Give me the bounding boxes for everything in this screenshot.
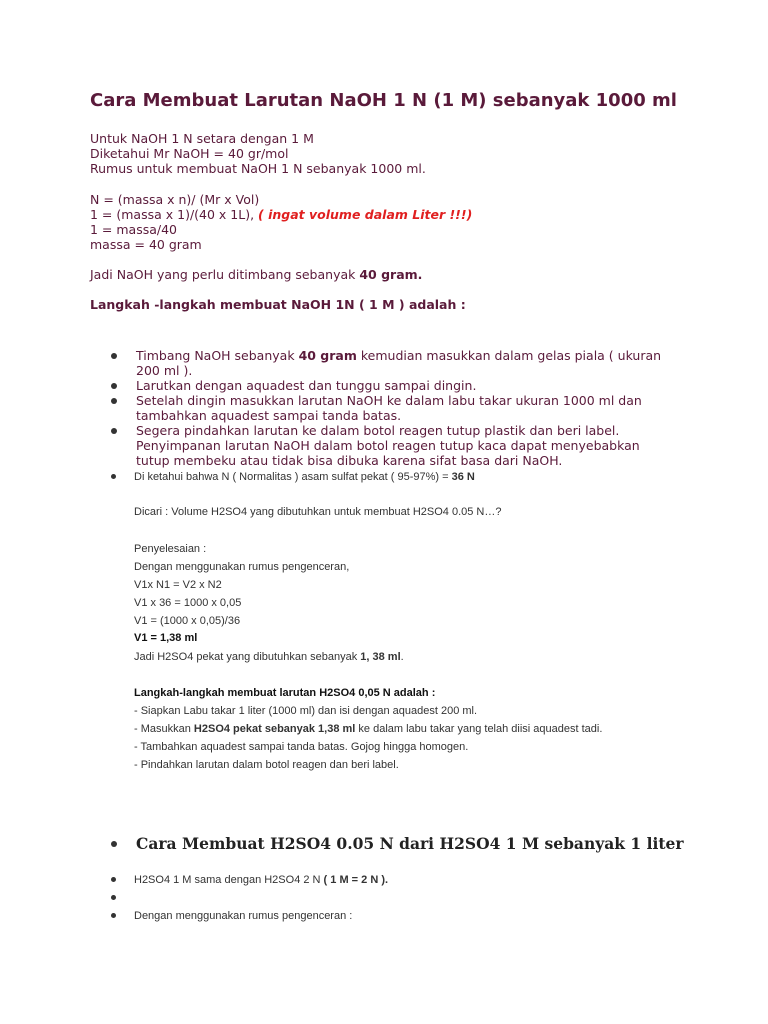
page-title: Cara Membuat Larutan NaOH 1 N (1 M) sebanyak 1000 ml xyxy=(90,90,677,111)
penyelesaian-line: Penyelesaian : xyxy=(134,543,207,555)
jadi-prefix: Jadi H2SO4 pekat yang dibutuhkan sebanyak xyxy=(134,651,358,663)
h2so4-steps-heading: Langkah-langkah membuat larutan H2SO4 0,05 N adalah : xyxy=(134,687,436,699)
h2so4-step-3: - Tambahkan aquadest sampai tanda batas. Gojog hingga homogen. xyxy=(134,741,469,753)
section-2-item-1 xyxy=(134,873,388,887)
bullet-dot xyxy=(111,474,116,479)
step-1-c: kemudian masukkan dalam gelas piala ( ukuran 200 ml ). xyxy=(136,348,662,378)
section-2-item-1-b: ( 1 M = 2 N ). xyxy=(323,874,389,886)
steps-heading: Langkah -langkah membuat NaOH 1N ( 1 M ) adalah : xyxy=(90,297,466,312)
intro-line-2: Diketahui Mr NaOH = 40 gr/mol xyxy=(90,146,289,161)
result-line xyxy=(90,267,422,282)
formula-line-1: N = (massa x n)/ (Mr x Vol) xyxy=(90,192,260,207)
section-2-item-1-a: H2SO4 1 M sama dengan H2SO4 2 N xyxy=(134,874,321,886)
jadi-value: 1, 38 ml xyxy=(360,651,401,663)
dicari-line: Dicari : Volume H2SO4 yang dibutuhkan untuk membuat H2SO4 0.05 N…? xyxy=(134,506,502,518)
jadi-line xyxy=(134,650,404,664)
step-5-b: 36 N xyxy=(451,471,475,483)
liter-reminder: ( ingat volume dalam Liter !!!) xyxy=(258,207,473,222)
h2so4-step-1: - Siapkan Labu takar 1 liter (1000 ml) dan isi dengan aquadest 200 ml. xyxy=(134,705,478,717)
result-value: 40 gram. xyxy=(359,267,423,282)
section-2-heading: Cara Membuat H2SO4 0.05 N dari H2SO4 1 M sebanyak 1 liter xyxy=(136,834,684,853)
h2so4-step-2-a: - Masukkan xyxy=(134,723,191,735)
result-prefix: Jadi NaOH yang perlu ditimbang sebanyak xyxy=(90,267,356,282)
calc-line-2: V1 x 36 = 1000 x 0,05 xyxy=(134,597,242,609)
calc-line-1: V1x N1 = V2 x N2 xyxy=(134,579,222,591)
bullet-dot xyxy=(111,353,117,359)
bullet-dot xyxy=(111,383,117,389)
jadi-period: . xyxy=(400,651,404,663)
formula-line-2 xyxy=(90,207,472,222)
rumus-line: Dengan menggunakan rumus pengenceran, xyxy=(134,561,350,573)
step-1-a: Timbang NaOH sebanyak xyxy=(136,348,295,363)
h2so4-step-2 xyxy=(134,722,602,736)
step-2: Larutkan dengan aquadest dan tunggu sampai dingin. xyxy=(136,378,477,393)
section-2-item-3: Dengan menggunakan rumus pengenceran : xyxy=(134,910,353,922)
step-4: Segera pindahkan larutan ke dalam botol reagen tutup plastik dan beri label. Penyimpanan larutan NaOH dalam botol reagen tutup kaca dapat menyebabkan tutup membeku atau tidak bisa dibuka karena sifat basa dari NaOH. xyxy=(136,423,640,468)
step-1 xyxy=(136,348,676,378)
calc-line-3: V1 = (1000 x 0,05)/36 xyxy=(134,615,241,627)
intro-line-3: Rumus untuk membuat NaOH 1 N sebanyak 1000 ml. xyxy=(90,161,426,176)
bullet-dot xyxy=(111,428,117,434)
bullet-dot xyxy=(111,913,116,918)
calc-result: V1 = 1,38 ml xyxy=(134,632,198,644)
formula-line-4: massa = 40 gram xyxy=(90,237,202,252)
h2so4-step-2-b: H2SO4 pekat sebanyak 1,38 ml xyxy=(193,723,356,735)
formula-line-2-text: 1 = (massa x 1)/(40 x 1L), xyxy=(90,207,255,222)
intro-line-1: Untuk NaOH 1 N setara dengan 1 M xyxy=(90,131,314,146)
formula-line-3: 1 = massa/40 xyxy=(90,222,178,237)
step-5 xyxy=(134,470,475,484)
step-5-a: Di ketahui bahwa N ( Normalitas ) asam sulfat pekat ( 95-97%) = xyxy=(134,471,449,483)
bullet-dot xyxy=(111,895,116,900)
step-1-b: 40 gram xyxy=(298,348,357,363)
bullet-dot xyxy=(111,398,117,404)
h2so4-step-2-c: ke dalam labu takar yang telah diisi aquadest tadi. xyxy=(358,723,603,735)
h2so4-step-4: - Pindahkan larutan dalam botol reagen dan beri label. xyxy=(134,759,399,771)
step-3: Setelah dingin masukkan larutan NaOH ke dalam labu takar ukuran 1000 ml dan tambahkan aquadest sampai tanda batas. xyxy=(136,393,642,423)
bullet-dot xyxy=(111,877,116,882)
bullet-dot xyxy=(111,841,117,847)
